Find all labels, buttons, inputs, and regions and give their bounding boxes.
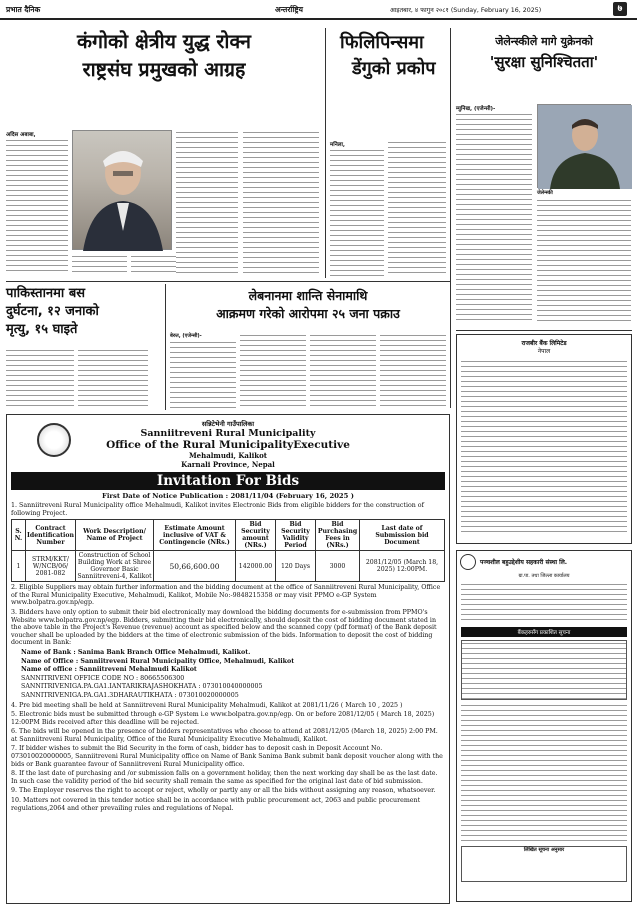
cell-work-description: Construction of School Building Work at Shree Governor Basic Sanniitreveni-4, Kalikot xyxy=(77,552,152,581)
revenue-account: SANNITRIVENIGA.PA.GA1.IANTARIKRAJASHOKHATA : 073010040000005 xyxy=(21,683,263,691)
column-divider xyxy=(165,284,166,410)
paper-name: प्रभात दैनिक xyxy=(6,5,41,14)
col-estimate-amount: Estimate Amount inclusive of VAT & Contingencie (NRs.) xyxy=(154,520,236,551)
cell-bid-security: 142000.00 xyxy=(236,551,276,582)
story1-column-1 xyxy=(6,138,68,274)
bid-item-5: 5. Electronic bids must be submitted through e-GP System i.e www.bolpatra.gov.np/egp. On or before 2081/12/05 ( March 18, 2025) 12:00PM Bids received after this deadline will be rejected. xyxy=(11,711,435,726)
story2-headline-line1: फिलिपिन्समा xyxy=(340,32,424,53)
story2-column-2 xyxy=(388,140,446,276)
ad2-intro xyxy=(461,582,627,624)
col-bid-security: Bid Security amount (NRs.) xyxy=(236,520,276,551)
cell-estimate-amount: 50,66,600.00 xyxy=(154,551,236,582)
bid-table xyxy=(11,519,445,582)
bid-table-header xyxy=(12,520,445,551)
bid-notice xyxy=(6,414,450,904)
story1-headline-line1: कंगोको क्षेत्रीय युद्ध रोक्न xyxy=(77,30,251,53)
story5-byline: बेरुत, (एजेन्सी)- xyxy=(170,333,202,339)
story3-quote: 'सुरक्षा सुनिश्चितता' xyxy=(489,53,599,71)
issue-date: आइतबार, ४ फागुन २०८१ (Sunday, February 16, 2025) xyxy=(390,7,542,14)
story4-headline-line1: पाकिस्तानमा बस xyxy=(6,286,86,301)
cooperative-logo xyxy=(460,554,476,570)
bid-item-10: 10. Matters not covered in this tender notice shall be in accordance with public procurement act, 2063 and public procurement regulations,2064 and other prevailing rules and regulations of Nepal. xyxy=(11,797,421,812)
bid-item-6: 6. The bids will be opened in the presence of bidders representatives who choose to attend at 2081/12/05 (March 18, 2025) 2:00 PM. at Sanniitreveni Rural Municipality, Office of the Rural Municipality Executive Mehalmudi, Kalikot. xyxy=(11,728,438,743)
bid-item-2: 2. Eligible Suppliers may obtain further information and the bidding document at the office of Sanniitreveni Rural Municipality, Office of the Rural Municipality Executive, Mehalmudi, Kalikot, Mobile No:-9848215358 or may visit PPMO e-GP System www.bolpatra.gov.np/egp. xyxy=(11,584,441,607)
story3-headline: जेलेन्स्कीले मागे युक्रेनको xyxy=(495,35,593,48)
guterres-photo xyxy=(72,130,172,250)
story5-column-4 xyxy=(380,333,446,410)
table-row xyxy=(12,551,445,582)
col-fees: Bid Purchasing Fees in (NRs.) xyxy=(316,520,360,551)
story3-column-2 xyxy=(537,198,631,324)
story5-column-3 xyxy=(310,333,376,410)
bid-item-1: 1. Sanniitreveni Rural Municipality office Mehalmudi, Kalikot invites Electronic Bids from eligible bidders for the construction of following Project. xyxy=(11,502,424,517)
bid-item-9: 9. The Employer reserves the right to accept or reject, wholly or partly any or all the bids without assigning any reason, whatsoever. xyxy=(11,787,436,795)
story1-column-2 xyxy=(72,254,127,276)
ad2-footer: लिखित सूचना अनुसार xyxy=(523,847,565,853)
bank-notice-ad xyxy=(456,334,632,544)
story1-column-5 xyxy=(243,130,319,276)
story3-column-1 xyxy=(456,112,532,324)
bid-address-line2: Karnali Province, Nepal xyxy=(181,460,275,469)
bid-org-nepali: सन्निटेभेनी गाउँपालिका xyxy=(201,420,255,428)
story5-column-1 xyxy=(170,340,236,410)
office-name: Name of Office : Sanniitreveni Rural Municipality Office, Mehalmudi, Kalikot xyxy=(21,657,295,665)
story4-column-1 xyxy=(6,348,74,410)
story1-headline-line2: राष्ट्रसंघ प्रमुखको आग्रह xyxy=(82,58,246,81)
page-number: ७ xyxy=(613,2,627,16)
story4-column-2 xyxy=(78,348,148,410)
story1-column-4 xyxy=(176,130,238,276)
ad2-footer-box xyxy=(461,846,627,882)
story1-byline: अदिस अबाबा, xyxy=(6,132,36,138)
story5-headline-line1: लेबनानमा शान्ति सेनामाथि xyxy=(248,288,368,303)
cell-last-date: 2081/12/05 (March 18, 2025) 12:00PM. xyxy=(360,551,445,582)
cell-sn: 1 xyxy=(12,551,26,582)
col-sn: S. N. xyxy=(12,520,26,551)
column-divider xyxy=(325,28,326,278)
ad2-body xyxy=(461,703,627,843)
bank-name: Name of Bank : Sanima Bank Branch Office Mehalmudi, Kalikot. xyxy=(21,648,251,656)
story2-headline-line2: डेंगुको प्रकोप xyxy=(352,58,436,79)
bid-org-line1: Sanniitreveni Rural Municipality xyxy=(140,428,316,439)
bid-item-8: 8. If the last date of purchasing and /or submission falls on a government holiday, then the next working day shall be as the last date. In such case the validity period of the bid security shall remain the same as specified for the original last date of bid submission. xyxy=(11,770,438,785)
cell-fees: 3000 xyxy=(316,551,360,582)
masthead xyxy=(0,0,637,20)
bid-item-4: 4. Pre bid meeting shall be held at Sanniitreveni Rural Municipality Mehalmudi, Kalikot at 2081/11/26 ( March 10 , 2025 ) xyxy=(11,701,403,709)
col-contract-id: Contract Identification Number xyxy=(26,520,76,551)
bid-title: Invitation For Bids xyxy=(11,472,445,490)
col-work-description: Work Description/ Name of Project xyxy=(76,520,154,551)
ad2-title: पञ्चशील बहुउद्देशीय सहकारी संस्था लि. xyxy=(480,559,568,566)
bid-first-date: First Date of Notice Publication : 2081/11/04 (February 16, 2025 ) xyxy=(102,492,354,500)
ad2-header xyxy=(457,551,631,573)
deposit-account: SANNITRIVENIGA.PA.GA1.3DHARAUTIKHATA : 073010020000005 xyxy=(21,691,239,699)
zelensky-caption: जेलेन्स्की xyxy=(537,190,553,196)
story3-byline: म्युनिख, (एजेन्सी)- xyxy=(456,106,496,112)
story5-headline-line2: आक्रमण गरेको आरोपमा २५ जना पक्राउ xyxy=(216,306,400,321)
col-last-date: Last date of Submission bid Document xyxy=(360,520,445,551)
ad2-notice-bar: बैंकहरुसँग प्रकाशित सूचना xyxy=(461,627,627,637)
bid-item-3: 3. Bidders have only option to submit their bid electronically may download the bidding documents for e-submission from PPMO's Website www.bolpatra.gov.np/egp. Bidders, submitting their bid electronically, should deposit the cost of bidding document stated in the above table in the Project's Revenue (revenue) account as specified below and the scanned copy (pdf format) of the Bank deposit voucher shall be uploaded by the bidders at the time of electronic submission of the bids. Information to deposit the cost of bidding document in Bank: xyxy=(11,608,437,647)
cell-validity: 120 Days xyxy=(276,551,316,582)
ad1-subtitle: नेपाल xyxy=(537,348,551,355)
office-code: SANNITRIVENI OFFICE CODE NO : 80665506300 xyxy=(21,674,185,682)
story2-column-1 xyxy=(330,148,384,276)
section-name: अन्तर्राष्ट्रिय xyxy=(275,5,303,14)
story4-headline-line2: दुर्घटना, १२ जनाको xyxy=(6,304,99,319)
cell-contract-id: STRM/KKT/ W/NCB/06/ 2081-082 xyxy=(26,551,76,582)
column-divider xyxy=(450,28,451,408)
bid-org-line2: Office of the Rural MunicipalityExecutive xyxy=(106,439,350,451)
section-divider xyxy=(6,281,450,282)
ad2-subtitle: ग्रा.पा. तथा जिल्ला कार्यालय xyxy=(518,573,570,579)
bid-item-7: 7. If bidder wishes to submit the Bid Security in the form of cash, bidder has to deposit cash in Deposit Account No. 073010020000005, Sanniitreveni Rural Municipality office on Name of Bank Sanima Bank submit bank deposit voucher along with the bids or Bank guarantee favour of Sanniitreveni Rural Municipality office. xyxy=(11,745,443,768)
zelensky-photo xyxy=(537,104,631,188)
office-name-2: Name of office : Sanniitreveni Mehalmudi Kalikot xyxy=(21,666,197,674)
bid-address-line1: Mehalmudi, Kalikot xyxy=(188,451,268,460)
ad1-title: राजबीर बैंक लिमिटेड xyxy=(521,340,567,347)
ad1-body xyxy=(461,359,627,535)
municipality-emblem xyxy=(37,423,71,457)
ad2-table xyxy=(461,640,627,700)
col-validity: Bid Security Validity Period xyxy=(276,520,316,551)
story4-headline-line3: मृत्यु, १५ घाइते xyxy=(6,322,78,337)
section-divider xyxy=(456,330,632,331)
story2-byline: मनिला, xyxy=(330,142,346,148)
cooperative-notice-ad xyxy=(456,550,632,902)
story5-column-2 xyxy=(240,333,306,410)
